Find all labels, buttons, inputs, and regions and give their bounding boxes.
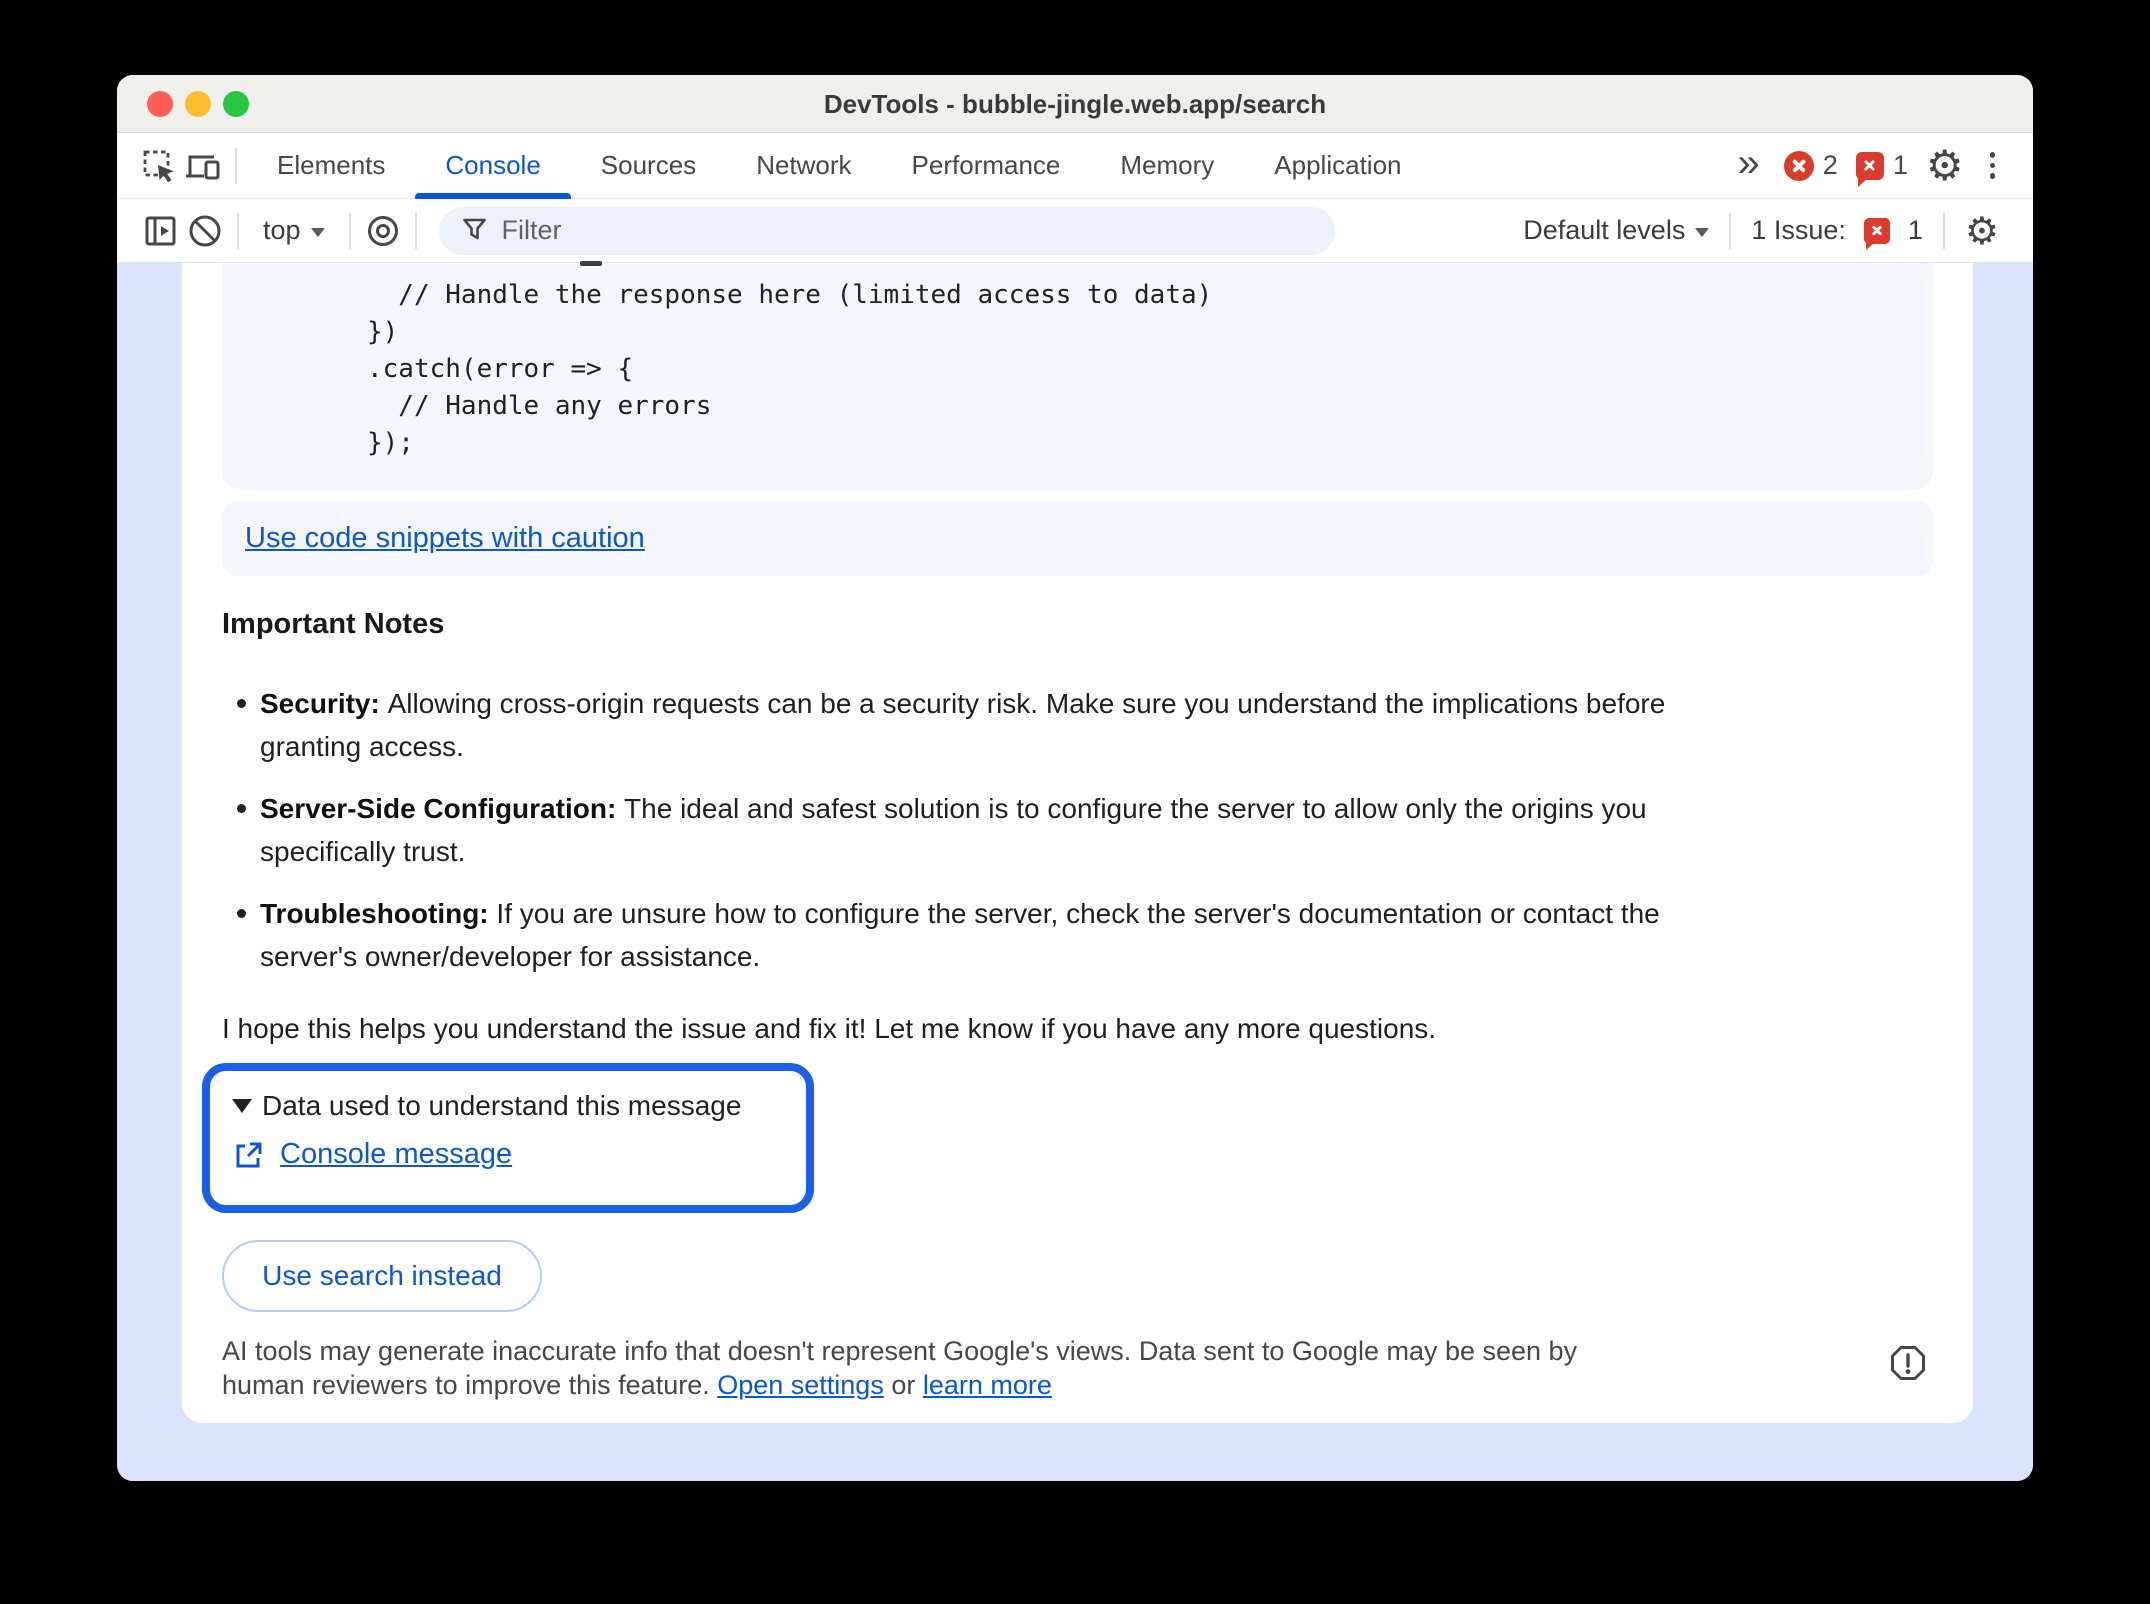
code-line: // Handle the response here (limited access to data) [367, 280, 1213, 310]
divider [235, 148, 237, 184]
title-bar [117, 75, 2033, 133]
clipped-code-line [580, 261, 602, 266]
sources-summary[interactable]: Data used to understand this message [232, 1090, 796, 1122]
device-toolbar-icon[interactable] [181, 144, 225, 188]
tab-sources[interactable]: Sources [600, 150, 697, 180]
open-in-new-icon [232, 1139, 264, 1171]
minimize-window-button[interactable] [185, 91, 211, 117]
bullet-dot [237, 804, 246, 813]
bullet-dot [237, 909, 246, 918]
zoom-window-button[interactable] [223, 91, 249, 117]
context-selector[interactable]: top [249, 215, 339, 246]
settings-gear-icon[interactable]: ⚙ [1925, 140, 1964, 190]
error-count: 2 [1822, 150, 1838, 180]
divider [1943, 213, 1945, 249]
live-expression-eye-icon[interactable] [361, 209, 405, 253]
closing-paragraph: I hope this helps you understand the issue and fix it! Let me know if you have any more questions. [222, 1013, 1437, 1044]
sources-details-box [202, 1063, 814, 1213]
tab-console[interactable]: Console [415, 133, 570, 199]
ai-disclaimer: AI tools may generate inaccurate info that doesn't represent Google's views. Data sent to Google may be seen by human reviewers to improve this feature. Open settings or learn more [222, 1336, 1578, 1400]
learn-more-link[interactable]: learn more [922, 1370, 1052, 1400]
divider [1729, 213, 1731, 249]
use-search-instead-button[interactable]: Use search instead [222, 1240, 542, 1312]
issues-badge-icon [1856, 152, 1884, 180]
filter-funnel-icon [461, 217, 488, 244]
log-levels-selector[interactable]: Default levels [1523, 215, 1709, 246]
divider [237, 213, 239, 249]
more-tabs-icon[interactable]: » [1737, 140, 1760, 185]
console-errors-indicator[interactable] [1784, 150, 1838, 181]
caution-link[interactable]: Use code snippets with caution [245, 522, 645, 554]
devtools-tab-bar [117, 133, 2033, 199]
tab-application[interactable]: Application [1274, 150, 1402, 180]
code-line: // Handle any errors [367, 391, 712, 421]
console-settings-gear-icon[interactable]: ⚙ [1964, 208, 1999, 253]
list-item: Security: Allowing cross-origin requests can be a security risk. Make sure you understand the implications before granting access. [237, 682, 1665, 768]
filter-input[interactable] [439, 207, 1335, 255]
filter-placeholder: Filter [501, 215, 562, 245]
issues-badge-icon [1864, 218, 1890, 244]
list-item: Troubleshooting: If you are unsure how to configure the server, check the server's documentation or contact the server's owner/developer for assistance. [237, 892, 1660, 978]
code-line: .catch(error => { [367, 354, 634, 384]
error-badge-icon [1784, 151, 1814, 181]
code-snippet-block [222, 263, 1933, 490]
tab-network[interactable]: Network [756, 150, 852, 180]
tab-elements[interactable]: Elements [277, 150, 386, 180]
code-line: }) [367, 317, 399, 347]
console-sidebar-icon[interactable] [139, 209, 183, 253]
report-issue-icon[interactable] [1888, 1343, 1928, 1388]
devtools-window [117, 75, 2033, 1481]
console-toolbar [117, 199, 2033, 263]
console-message-link[interactable]: Console message [280, 1138, 513, 1170]
notes-heading: Important Notes [222, 608, 445, 640]
insight-card [182, 263, 1973, 1423]
issue-count: 1 [1892, 150, 1908, 180]
console-insight-panel [117, 263, 2033, 1481]
issues-counter[interactable]: 1 Issue: 1 [1751, 215, 1923, 245]
list-item: Server-Side Configuration: The ideal and safest solution is to configure the server to allow only the origins you specifically trust. [237, 787, 1647, 873]
window-title: DevTools - bubble-jingle.web.app/search [823, 88, 1327, 119]
divider [349, 213, 351, 249]
close-window-button[interactable] [147, 91, 173, 117]
chevron-down-icon [311, 228, 325, 237]
tab-memory[interactable]: Memory [1120, 150, 1215, 180]
divider [415, 213, 417, 249]
inspect-element-icon[interactable] [137, 144, 181, 188]
bullet-dot [237, 699, 246, 708]
caution-banner [222, 501, 1933, 576]
open-settings-link[interactable]: Open settings [717, 1370, 884, 1400]
disclosure-triangle-icon [232, 1099, 252, 1113]
issues-indicator[interactable] [1856, 150, 1908, 181]
clear-console-icon[interactable] [183, 209, 227, 253]
kebab-menu-icon[interactable] [1982, 152, 2004, 179]
tab-performance[interactable]: Performance [911, 150, 1061, 180]
code-line: }); [367, 428, 414, 458]
chevron-down-icon [1695, 228, 1709, 237]
